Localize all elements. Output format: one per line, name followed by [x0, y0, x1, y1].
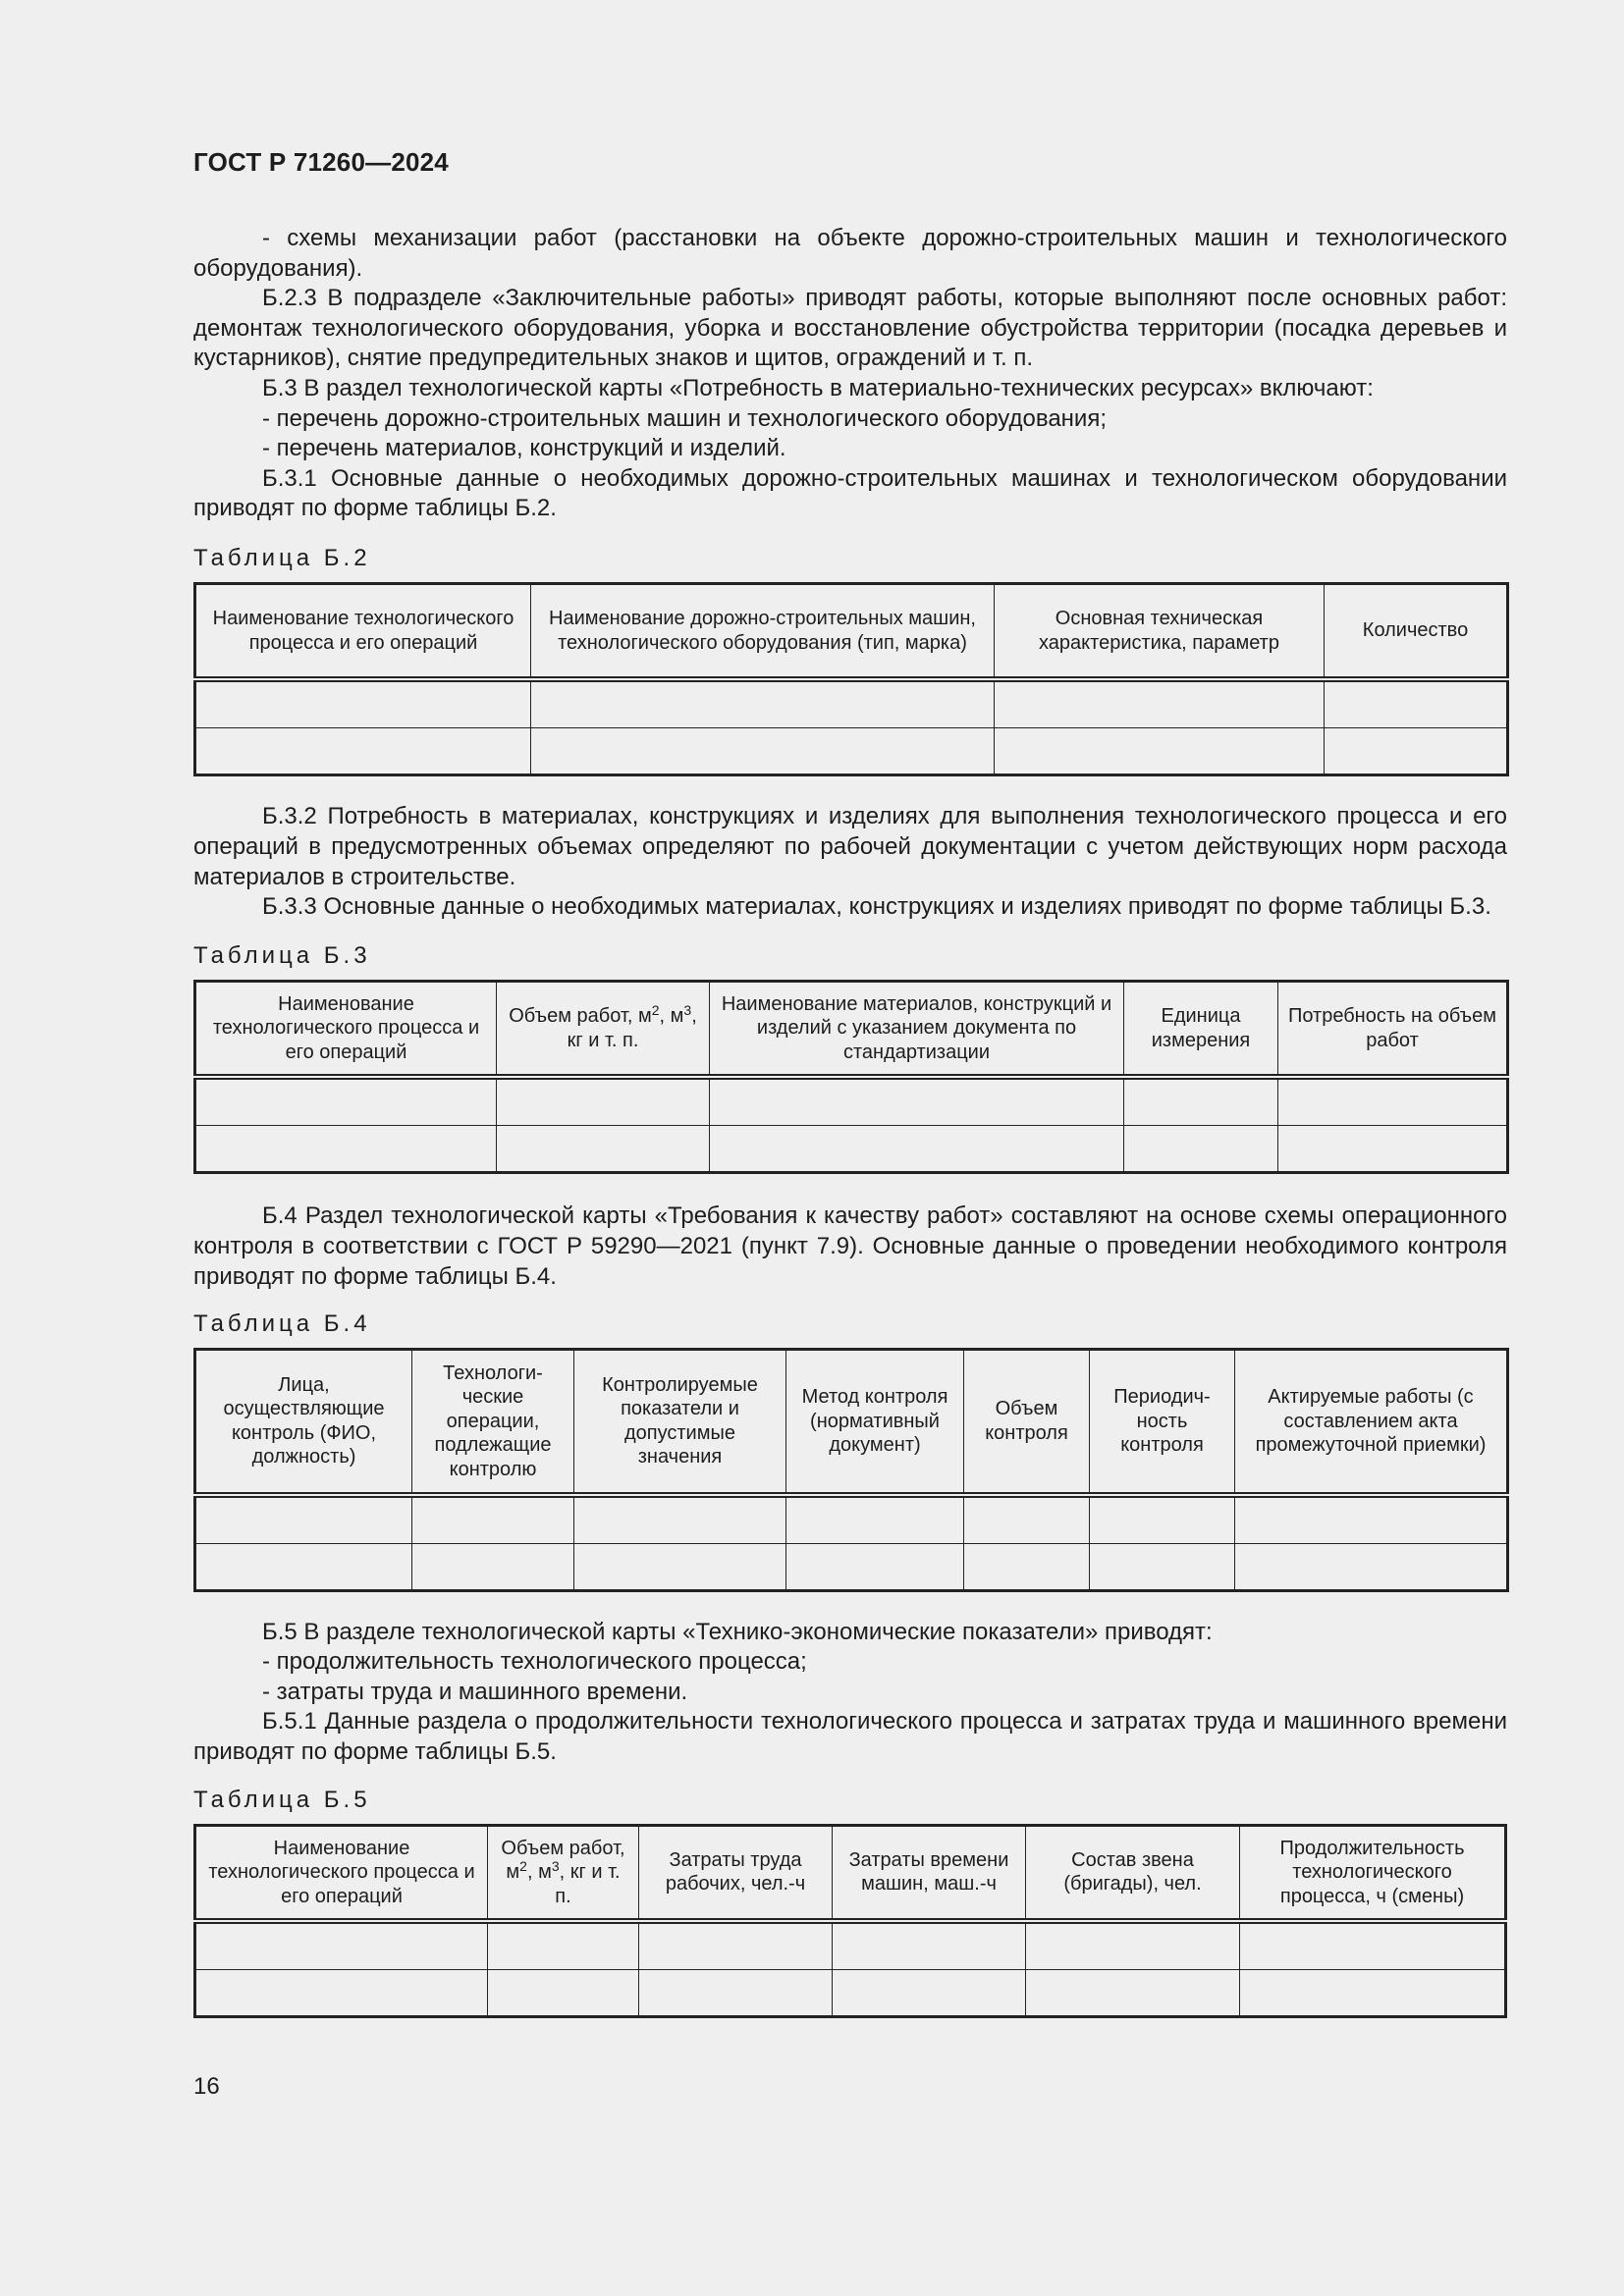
table-row [195, 1077, 1508, 1126]
table-header-cell: Актируемые работы (с составлением акта промежуточной приемки) [1235, 1350, 1508, 1495]
list-item: - затраты труда и машинного времени. [262, 1678, 688, 1705]
paragraph: Б.5.1 Данные раздела о продолжительности технологического процесса и затратах труда и машинного времени приводят по форме таблицы Б.5. [193, 1708, 1507, 1765]
table-header-cell: Лица, осуществляющие контроль (ФИО, должность) [195, 1350, 412, 1495]
paragraph: Б.3 В раздел технологической карты «Потребность в материально-технических ресурсах» включают: [262, 374, 1374, 401]
paragraph: Б.4 Раздел технологической карты «Требования к качеству работ» составляют на основе схемы операционного контроля в соответствии с ГОСТ Р 59290—2021 (пункт 7.9). Основные данные о проведении необходимого контроля приводят по форме таблицы Б.4. [193, 1202, 1507, 1290]
document-code: ГОСТ Р 71260—2024 [193, 147, 449, 177]
table-caption-b4: Таблица Б.4 [193, 1310, 371, 1338]
table-b4 [193, 1348, 1509, 1592]
table-header-cell: Основная техническая характеристика, параметр [995, 583, 1325, 679]
table-row [195, 1495, 1508, 1544]
table-header-cell: Объем работ, $м^2$, $м^3$, кг и т. п. [488, 1825, 639, 1921]
paragraph: Б.2.3 В подразделе «Заключительные работы» приводят работы, которые выполняют после основных работ: демонтаж технологического оборудования, уборка и восстановление обустройства территории (посадка деревьев и кустарников), снятие предупредительных знаков и щитов, ограждений и т. п. [193, 285, 1507, 372]
table-header-cell: Контролируемые показатели и допустимые значения [574, 1350, 786, 1495]
table-caption-b2: Таблица Б.2 [193, 544, 371, 571]
table-row [195, 728, 1508, 775]
table-b3 [193, 980, 1509, 1175]
paragraph: Б.3.1 Основные данные о необходимых дорожно-строительных машинах и технологическом оборудовании приводят по форме таблицы Б.2. [193, 464, 1507, 522]
table-header-cell: Наименование дорожно-строительных машин, технологического оборудования (тип, марка) [531, 583, 995, 679]
table-row [195, 1970, 1506, 2017]
table-header-cell: Объем контроля [964, 1350, 1090, 1495]
paragraph: Б.3.3 Основные данные о необходимых материалах, конструкциях и изделиях приводят по форме таблицы Б.3. [262, 893, 1491, 921]
table-header-cell: Наименование технологического процесса и его операций [195, 981, 497, 1077]
table-header-cell: Наименование технологического процесса и его операций [195, 1825, 488, 1921]
table-header-cell: Потребность на объем работ [1278, 981, 1508, 1077]
table-header-cell: Продолжительность технологического процесса, ч (смены) [1240, 1825, 1506, 1921]
list-item: - продолжительность технологического процесса; [262, 1648, 807, 1676]
table-header-cell: Объем работ, $м^2$, $м^3$, кг и т. п. [497, 981, 710, 1077]
table-b2 [193, 582, 1509, 777]
table-header-cell: Периодич-ность контроля [1090, 1350, 1235, 1495]
list-item: - перечень дорожно-строительных машин и технологического оборудования; [262, 404, 1107, 432]
table-row [195, 1921, 1506, 1970]
table-caption-b5: Таблица Б.5 [193, 1786, 371, 1813]
table-row [195, 679, 1508, 728]
paragraph: - схемы механизации работ (расстановки на объекте дорожно-строительных машин и технологического оборудования). [193, 225, 1507, 282]
paragraph: Б.3.2 Потребность в материалах, конструкциях и изделиях для выполнения технологического процесса и его операций в предусмотренных объемах определяют по рабочей документации с учетом действующих норм расхода материалов в строительстве. [193, 803, 1507, 890]
page-content [193, 224, 1507, 2018]
table-header-cell: Затраты труда рабочих, чел.-ч [639, 1825, 833, 1921]
table-row [195, 1543, 1508, 1590]
table-header-cell: Затраты времени машин, маш.-ч [833, 1825, 1026, 1921]
table-b5 [193, 1824, 1507, 2019]
paragraph: Б.5 В разделе технологической карты «Технико-экономические показатели» приводят: [262, 1618, 1213, 1645]
table-header-cell: Количество [1325, 583, 1508, 679]
list-item: - перечень материалов, конструкций и изделий. [262, 435, 786, 462]
table-row [195, 1126, 1508, 1173]
table-header-cell: Единица измерения [1124, 981, 1278, 1077]
table-caption-b3: Таблица Б.3 [193, 941, 371, 969]
table-header-cell: Метод контроля (нормативный документ) [786, 1350, 964, 1495]
table-header-cell: Наименование материалов, конструкций и изделий с указанием документа по стандартизации [710, 981, 1124, 1077]
table-header-cell: Состав звена (бригады), чел. [1026, 1825, 1240, 1921]
table-header-cell: Технологи-ческие операции, подлежащие контролю [412, 1350, 574, 1495]
table-header-cell: Наименование технологического процесса и его операций [195, 583, 531, 679]
page-number: 16 [193, 2073, 220, 2100]
